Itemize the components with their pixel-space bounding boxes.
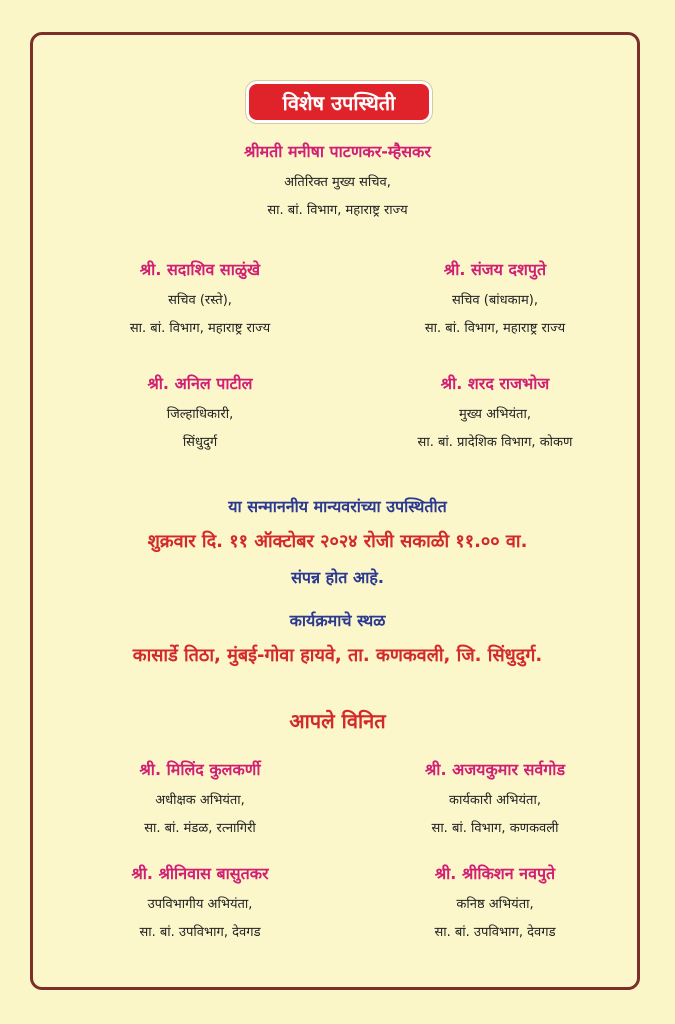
guest-block xyxy=(60,374,340,454)
guest-designation: मुख्य अभियंता, xyxy=(459,407,531,422)
guest-department: सा. बां. विभाग, महाराष्ट्र राज्य xyxy=(129,321,271,336)
host-name: श्री. अजयकुमार सर्वगोड xyxy=(424,760,566,779)
guest-department: सा. बां. विभाग, महाराष्ट्र राज्य xyxy=(424,321,566,336)
host-designation: उपविभागीय अभियंता, xyxy=(147,897,253,912)
host-block xyxy=(355,760,635,840)
presence-line: या सन्माननीय मान्यवरांच्या उपस्थितीत xyxy=(228,497,447,516)
guest-name: श्री. संजय दशपुते xyxy=(443,260,547,279)
guest-designation: सचिव (बांधकाम), xyxy=(452,293,538,308)
host-office: सा. बां. मंडळ, रत्नागिरी xyxy=(144,821,256,836)
guest-name: श्री. सदाशिव साळुंखे xyxy=(139,260,261,279)
host-office: सा. बां. उपविभाग, देवगड xyxy=(139,925,261,940)
host-block xyxy=(60,864,340,944)
guest-block xyxy=(60,260,340,340)
event-status: संपन्न होत आहे. xyxy=(291,568,384,587)
venue-address: कासार्डे तिठा, मुंबई-गोवा हायवे, ता. कणकवली, जि. सिंधुदुर्ग. xyxy=(132,645,543,666)
host-block xyxy=(355,864,635,944)
host-designation: अधीक्षक अभियंता, xyxy=(155,793,245,808)
special-presence-badge: विशेष उपस्थिती xyxy=(249,84,429,120)
guest-block xyxy=(355,374,635,454)
guest-name: श्रीमती मनीषा पाटणकर-म्हैसकर xyxy=(244,142,431,161)
host-block xyxy=(60,760,340,840)
guest-block xyxy=(355,260,635,340)
event-datetime: शुक्रवार दि. ११ ऑक्टोबर २०२४ रोजी सकाळी ११.०० वा. xyxy=(147,531,528,552)
hosts-title: आपले विनित xyxy=(289,709,386,733)
guest-designation: जिल्हाधिकारी, xyxy=(166,407,234,422)
host-office: सा. बां. विभाग, कणकवली xyxy=(431,821,559,836)
guest-department: सा. बां. प्रादेशिक विभाग, कोकण xyxy=(417,435,573,450)
host-designation: कनिष्ठ अभियंता, xyxy=(456,897,534,912)
host-office: सा. बां. उपविभाग, देवगड xyxy=(434,925,556,940)
guest-designation: अतिरिक्त मुख्य सचिव, xyxy=(284,175,391,190)
host-name: श्री. श्रीनिवास बासुतकर xyxy=(131,864,269,883)
venue-label: कार्यक्रमाचे स्थळ xyxy=(289,611,386,630)
guest-name: श्री. अनिल पाटील xyxy=(147,374,253,393)
host-designation: कार्यकारी अभियंता, xyxy=(449,793,541,808)
guest-department: सिंधुदुर्ग xyxy=(182,435,218,450)
guest-designation: सचिव (रस्ते), xyxy=(168,293,232,308)
guest-name: श्री. शरद राजभोज xyxy=(440,374,550,393)
host-name: श्री. श्रीकिशन नवपुते xyxy=(434,864,556,883)
host-name: श्री. मिलिंद कुलकर्णी xyxy=(139,760,261,779)
guest-department: सा. बां. विभाग, महाराष्ट्र राज्य xyxy=(267,203,408,218)
chief-guest xyxy=(0,142,675,222)
